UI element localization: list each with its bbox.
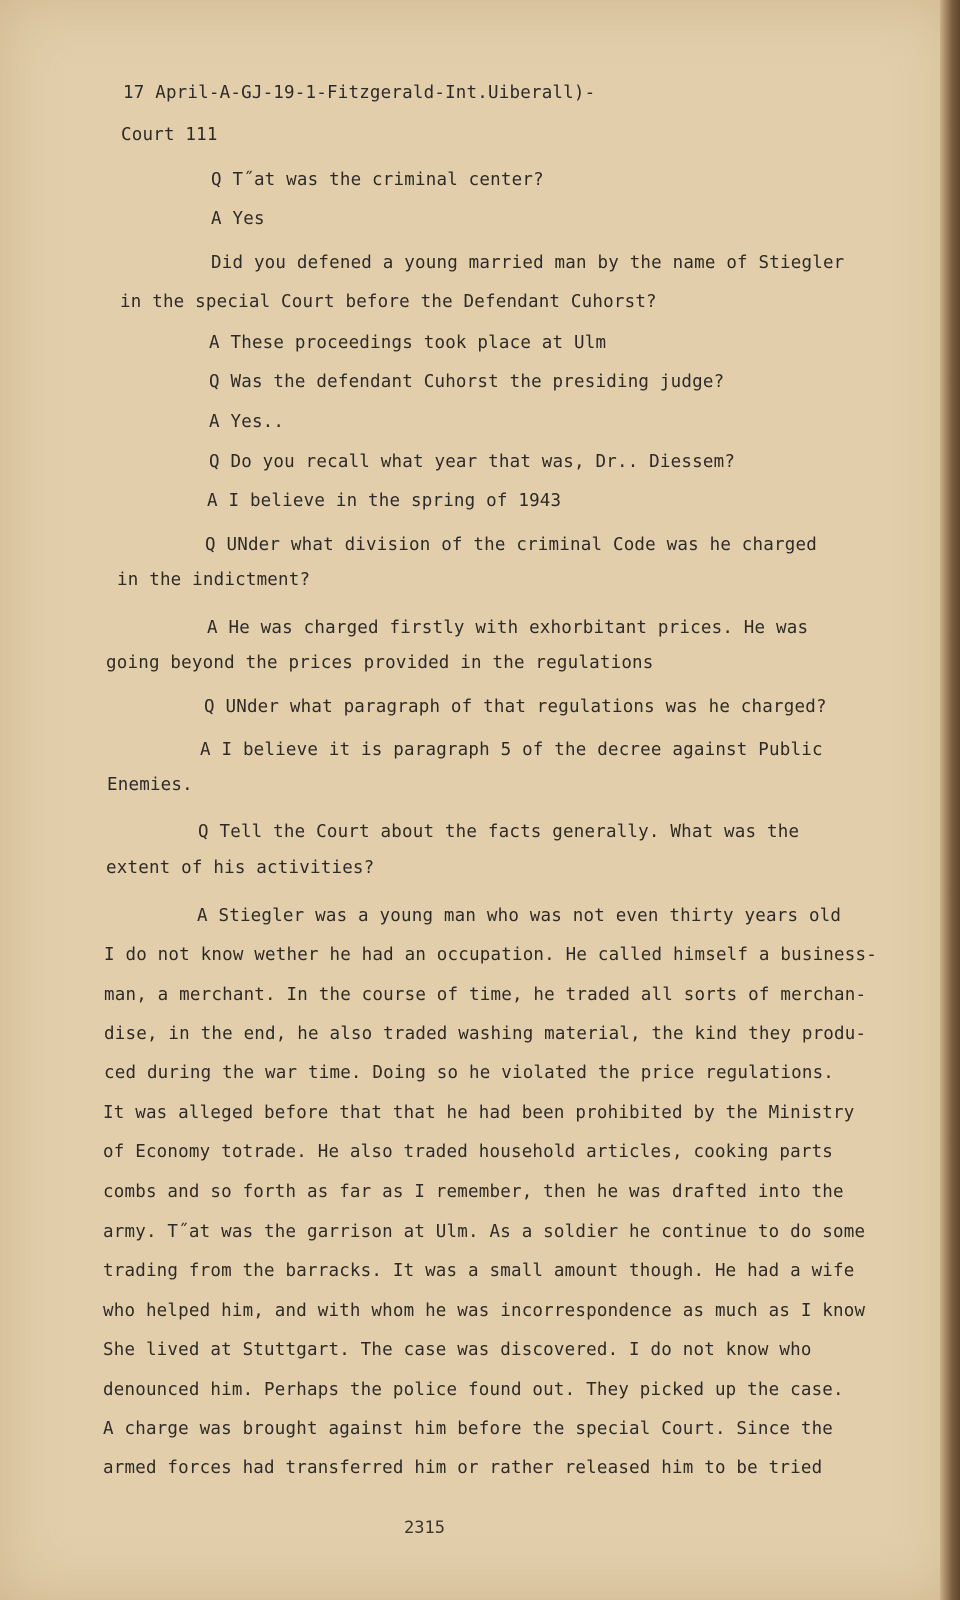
text-line: denounced him. Perhaps the police found out. They picked up the case. bbox=[103, 1380, 844, 1400]
text-line: Q Do you recall what year that was, Dr.. Diessem? bbox=[209, 452, 736, 472]
text-line: It was alleged before that that he had been prohibited by the Ministry bbox=[103, 1103, 855, 1123]
text-line: ced during the war time. Doing so he violated the price regulations. bbox=[104, 1063, 835, 1083]
text-line: A I believe it is paragraph 5 of the decree against Public bbox=[200, 740, 823, 760]
court-line: Court 111 bbox=[121, 125, 218, 145]
text-line: in the special Court before the Defendant Cuhorst? bbox=[120, 292, 657, 312]
text-line: trading from the barracks. It was a small amount though. He had a wife bbox=[103, 1261, 855, 1281]
text-line: She lived at Stuttgart. The case was discovered. I do not know who bbox=[103, 1340, 812, 1360]
page-number: 2315 bbox=[404, 1518, 445, 1538]
text-line: A I believe in the spring of 1943 bbox=[207, 491, 562, 511]
page-edge bbox=[940, 0, 960, 1600]
text-line: Q Tell the Court about the facts generally. What was the bbox=[198, 822, 800, 842]
text-line: in the indictment? bbox=[117, 570, 311, 590]
text-line: man, a merchant. In the course of time, he traded all sorts of merchan- bbox=[104, 985, 867, 1005]
text-line: dise, in the end, he also traded washing material, the kind they produ- bbox=[104, 1024, 867, 1044]
text-line: who helped him, and with whom he was incorrespondence as much as I know bbox=[103, 1301, 866, 1321]
text-line: A These proceedings took place at Ulm bbox=[209, 333, 607, 353]
text-line: extent of his activities? bbox=[106, 858, 375, 878]
text-line: Q UNder what paragraph of that regulations was he charged? bbox=[204, 697, 827, 717]
text-line: A He was charged firstly with exhorbitant prices. He was bbox=[207, 618, 809, 638]
text-line: army. T˝at was the garrison at Ulm. As a soldier he continue to do some bbox=[103, 1222, 866, 1242]
text-line: Q UNder what division of the criminal Code was he charged bbox=[205, 535, 817, 555]
text-line: Q Was the defendant Cuhorst the presiding judge? bbox=[209, 372, 725, 392]
text-line: combs and so forth as far as I remember, then he was drafted into the bbox=[103, 1182, 844, 1202]
text-line: Enemies. bbox=[107, 775, 193, 795]
text-line: of Economy totrade. He also traded household articles, cooking parts bbox=[103, 1142, 834, 1162]
text-line: armed forces had transferred him or rather released him to be tried bbox=[103, 1458, 823, 1478]
text-line: A Yes bbox=[211, 209, 265, 229]
text-line: A Yes.. bbox=[209, 412, 285, 432]
header-line: 17 April-A-GJ-19-1-Fitzgerald-Int.Uiberall)- bbox=[123, 83, 596, 103]
text-line: I do not know wether he had an occupation. He called himself a business- bbox=[104, 945, 877, 965]
text-line: A charge was brought against him before the special Court. Since the bbox=[103, 1419, 834, 1439]
text-line: going beyond the prices provided in the regulations bbox=[106, 653, 654, 673]
text-line: Did you defened a young married man by the name of Stiegler bbox=[211, 253, 845, 273]
text-line: A Stiegler was a young man who was not even thirty years old bbox=[197, 906, 842, 926]
text-line: Q T˝at was the criminal center? bbox=[211, 170, 544, 190]
